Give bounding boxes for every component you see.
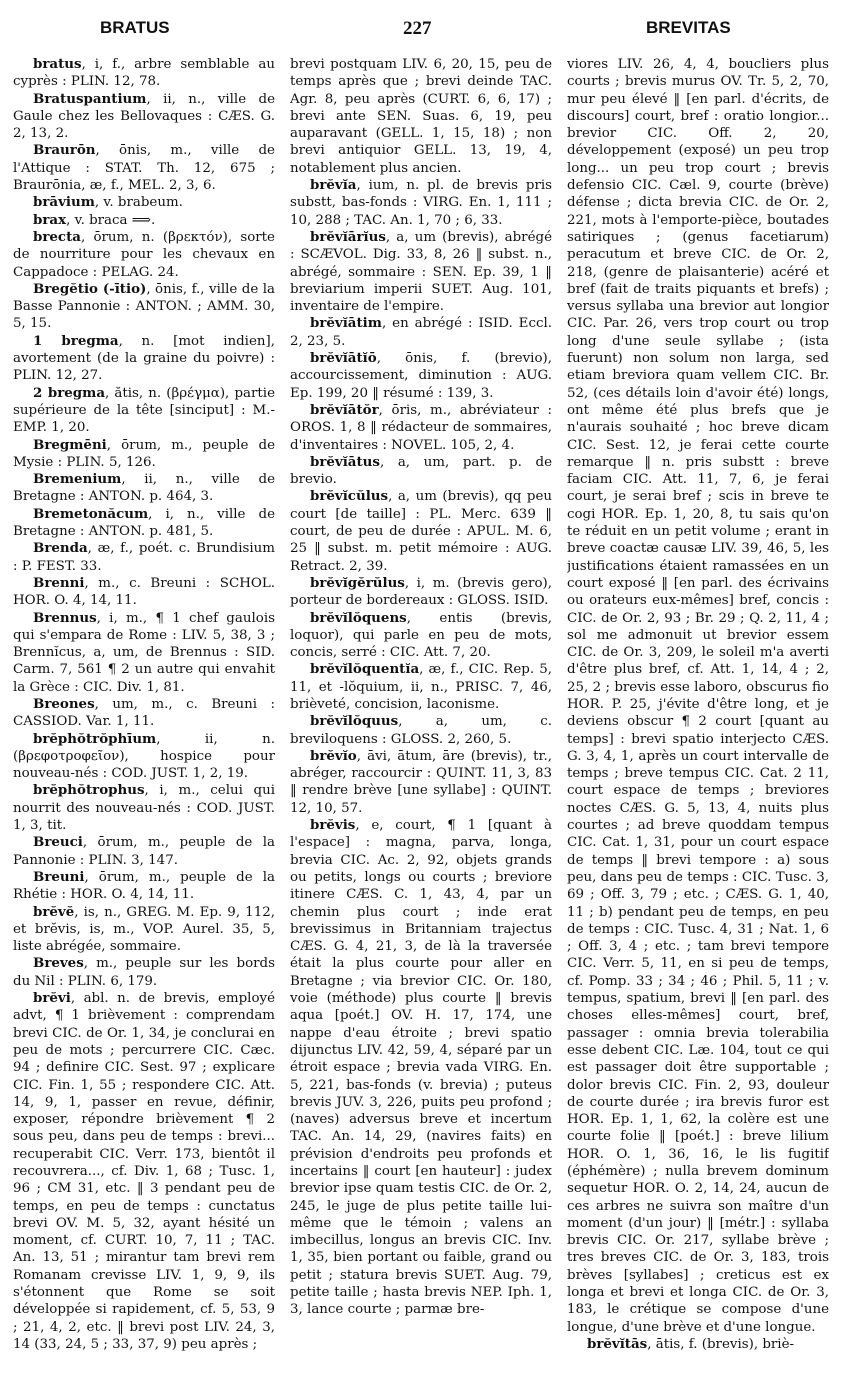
dictionary-entry: brĕvĭo, āvi, ātum, āre (brevis), tr., abréger, raccourcir : QUINT. 11, 3, 83 ‖ rendre brève [une syllabe] : QUINT. 12, 10, 57. bbox=[290, 747, 552, 816]
headword: brax bbox=[33, 211, 67, 228]
headword: Bremetonăcum bbox=[33, 505, 149, 522]
headword: brĕvĭātŏr bbox=[310, 401, 379, 418]
dictionary-entry: brĕvi, abl. n. de brevis, employé advt, ¶ 1 brièvement : comprendam brevi CIC. de Or. 1, 34, je conclurai en peu de mots ; percurrere CIC. Cæc. 94 ; definire CIC. Sest. 97 ; explicare CIC. Fin. 1, 55 ; respondere CIC. Att. 14, 9, 1, passer en revue, définir, exposer, répondre brièvement ¶ 2 sous peu, dans peu de temps : brevi... recuperabit CIC. Verr. 173, bientôt il recouvrera..., cf. Div. 1, 68 ; Tusc. 1, 96 ; CM 31, etc. ‖ 3 pendant peu de temps, en peu de temps : cunctatus brevi OV. M. 5, 32, ayant hésité un moment, cf. CURT. 10, 7, 11 ; TAC. An. 13, 51 ; mirantur tam brevi rem Romanam crevisse LIV. 1, 9, 9, ils s'étonnent que Rome se soit développée si rapidement, cf. 5, 53, 9 ; 21, 4, 2, etc. ‖ brevi post LIV. 24, 3, 14 (33, 24, 5 ; 33, 37, 9) peu après ; bbox=[13, 990, 275, 1352]
headword: brĕvĭātim bbox=[310, 315, 382, 332]
dictionary-entry: brĕvĭtās, ātis, f. (brevis), briè- bbox=[587, 1335, 795, 1352]
headword: bratus bbox=[33, 56, 82, 72]
headword: brĕphŏtrŏphīum bbox=[33, 730, 157, 747]
dictionary-entry: brĕvis, e, court, ¶ 1 [quant à l'espace] : magna, parva, longa, brevia CIC. Ac. 2, 92, objets grands ou petits, longs ou courts ; breviore itinere CÆS. C. 1, 43, 4, par un chemin plus court ; inde erat brevissimus in Britanniam trajectus CÆS. G. 4, 21, 3, de là la traversée était la plus courte pour aller en Bretagne ; via brevior CIC. Or. 180, voie (méthode) plus courte ‖ brevis aqua [poét.] OV. H. 17, 174, une nappe d'eau étroite ; brevi spatio dijunctus LIV. 42, 59, 4, séparé par un étroit espace ; brevia vada VIRG. En. 5, 221, bas-fonds (v. brevia) ; puteus brevis JUV. 3, 226, puits peu profond ; (naves) adversus breve et incertum TAC. An. 14, 29, (navires faits) en prévision d'endroits peu profonds et incertains ‖ court [en hauteur] : judex brevior ipse quam testis CIC. de Or. 2, 245, le juge de plus petite taille lui-même que le témoin ; valens an imbecillus, longus an brevis CIC. Inv. 1, 35, bien portant ou faible, grand ou petit ; statura brevis SUET. Aug. 79, petite taille ; hasta brevis NEP. Iph. 1, 3, lance courte ; parmæ bre- bbox=[290, 817, 552, 1318]
headword: brĕvĭa bbox=[310, 177, 357, 194]
headword: brĕvĭgĕrŭlus bbox=[310, 574, 405, 591]
headword: Breves bbox=[33, 955, 84, 972]
dictionary-entry: Bregĕtio (-ītio), ōnis, f., ville de la Basse Pannonie : ANTON. ; AMM. 30, 5, 15. bbox=[13, 280, 275, 332]
headword: Bremenium bbox=[33, 471, 122, 488]
dictionary-entry: Breuci, ōrum, m., peuple de la Pannonie : PLIN. 3, 147. bbox=[13, 834, 275, 868]
dictionary-entry: 2 bregma, ătis, n. (βρέγμα), partie supérieure de la tête [sinciput] : M.-EMP. 1, 20. bbox=[13, 384, 275, 436]
dictionary-entry: Brennus, i, m., ¶ 1 chef gaulois qui s'empara de Rome : LIV. 5, 38, 3 ; Brennĭcus, a, um, de Brennus : SID. Carm. 7, 561 ¶ 2 un autre qui envahit la Grèce : CIC. Div. 1, 81. bbox=[13, 609, 275, 695]
headword: brĕphŏtrophus bbox=[33, 782, 145, 799]
dictionary-entry: 1 bregma, n. [mot indien], avortement (de la graine du poivre) : PLIN. 12, 27. bbox=[13, 332, 275, 384]
dictionary-entry: brecta, ōrum, n. (βρεκτόν), sorte de nourriture pour les chevaux en Cappadoce : PELAG. 24. bbox=[13, 228, 275, 280]
dictionary-entry: brĕvĕ, is, n., GREG. M. Ep. 9, 112, et brĕvis, is, m., VOP. Aurel. 35, 5, liste abrégée, sommaire. bbox=[13, 903, 275, 955]
dictionary-entry: brax, v. braca ⟹. bbox=[33, 211, 156, 228]
headword: brĕvĭārĭus bbox=[310, 228, 386, 245]
dictionary-entry: brĕvĭārĭus, a, um (brevis), abrégé : SCÆVOL. Dig. 33, 8, 26 ‖ subst. n., abrégé, sommaire : SEN. Ep. 39, 1 ‖ breviarium imperii SUET. Aug. 101, inventaire de l'empire. bbox=[290, 228, 552, 315]
dictionary-entry: Breuni, ōrum, m., peuple de la Rhétie : HOR. O. 4, 14, 11. bbox=[13, 868, 275, 903]
headword: Breuni bbox=[33, 868, 85, 885]
dictionary-entry: brĕvĭgĕrŭlus, i, m. (brevis gero), porteur de bordereaux : GLOSS. ISID. bbox=[290, 574, 552, 609]
headword: brecta bbox=[33, 228, 81, 245]
headword: Bratuspantium bbox=[33, 90, 147, 107]
headword: brĕvĭātus bbox=[310, 453, 380, 470]
dictionary-entry: Breves, m., peuple sur les bords du Nil : PLIN. 6, 179. bbox=[13, 955, 275, 989]
headword: 2 bregma bbox=[33, 384, 105, 401]
headword: brĕvi bbox=[33, 990, 71, 1007]
headword: Breuci bbox=[33, 834, 83, 851]
dictionary-entry: brĕphŏtrophus, i, m., celui qui nourrit des nouveau-nés : COD. JUST. 1, 3, tit. bbox=[13, 782, 275, 834]
dictionary-entry: Bratuspantium, ii, n., ville de Gaule chez les Bellovaques : CÆS. G. 2, 13, 2. bbox=[13, 90, 275, 142]
dictionary-entry: brĕvĭātus, a, um, part. p. de brevio. bbox=[290, 453, 552, 488]
dictionary-entry: Braurōn, ōnis, m., ville de l'Attique : STAT. Th. 12, 675 ; Braurōnia, æ, f., MEL. 2, 3, 6. bbox=[13, 142, 275, 194]
dictionary-entry: brĕvĭlŏquus, a, um, c. breviloquens : GLOSS. 2, 260, 5. bbox=[290, 713, 552, 747]
headword: 1 bregma bbox=[33, 332, 119, 349]
headword: brĕvĭātĭō bbox=[310, 350, 377, 367]
dictionary-entry: Brenda, æ, f., poét. c. Brundisium : P. FEST. 33. bbox=[13, 540, 275, 574]
column-1 bbox=[13, 56, 275, 1376]
headword: Breones bbox=[33, 695, 95, 712]
headword: Brenni bbox=[33, 574, 85, 591]
dictionary-entry: brevi postquam LIV. 6, 20, 15, peu de temps après que ; brevi deinde TAC. Agr. 8, peu après (CURT. 6, 6, 17) ; brevi ante SEN. Suas. 6, 19, peu auparavant (GELL. 1, 15, 18) ; non brevi antiquior GELL. 13, 19, 4, notablement plus ancien. bbox=[290, 57, 552, 176]
dictionary-entry: brĕvĭa, ium, n. pl. de brevis pris substt, bas-fonds : VIRG. En. 1, 111 ; 10, 288 ; TAC. An. 1, 70 ; 6, 33. bbox=[290, 177, 552, 228]
headword: brĕvĭlŏquentĭa bbox=[310, 661, 420, 678]
headword: Bregmēni bbox=[33, 436, 107, 453]
dictionary-entry: brĕvĭātim, en abrégé : ISID. Eccl. 2, 23, 5. bbox=[290, 315, 552, 349]
dictionary-entry: brĕvĭlŏquentĭa, æ, f., CIC. Rep. 5, 11, et -lŏquium, ii, n., PRISC. 7, 46, brièveté, concision, laconisme. bbox=[290, 661, 552, 712]
column-3 bbox=[567, 56, 829, 1376]
dictionary-entry: Bremetonăcum, i, n., ville de Bretagne : ANTON. p. 481, 5. bbox=[13, 505, 275, 540]
headword: Bregĕtio (-ītio) bbox=[33, 280, 147, 297]
dictionary-entry: brĕvĭlŏquens, entis (brevis, loquor), qui parle en peu de mots, concis, serré : CIC. Att. 7, 20. bbox=[290, 609, 552, 661]
headword: brāvium bbox=[33, 194, 95, 211]
header-left-guideword: BRATUS bbox=[100, 18, 170, 37]
headword: Brennus bbox=[33, 609, 97, 626]
dictionary-entry: Bregmēni, ōrum, m., peuple de Mysie : PLIN. 5, 126. bbox=[13, 436, 275, 470]
dictionary-entry: brĕvĭātĭō, ōnis, f. (brevio), accourcissement, diminution : AUG. Ep. 199, 20 ‖ résumé : 139, 3. bbox=[290, 350, 552, 401]
headword: brĕvĭlŏquens bbox=[310, 609, 407, 626]
dictionary-entry: Brenni, m., c. Breuni : SCHOL. HOR. O. 4, 14, 11. bbox=[13, 574, 275, 609]
dictionary-entry: brĕphŏtrŏphīum, ii, n. (βρεφοτροφεῖον), hospice pour nouveau-nés : COD. JUST. 1, 2, 19. bbox=[13, 730, 275, 782]
headword: brĕvĭtās bbox=[587, 1335, 648, 1352]
dictionary-entry: bratus, i, f., arbre semblable au cyprès : PLIN. 12, 78. bbox=[13, 56, 275, 90]
dictionary-entry: brĕvĭātŏr, ōris, m., abréviateur : OROS. 1, 8 ‖ rédacteur de sommaires, d'inventaires : NOVEL. 105, 2, 4. bbox=[290, 401, 552, 453]
page-header bbox=[0, 18, 846, 46]
headword: brĕvis bbox=[310, 817, 356, 834]
headword: Brenda bbox=[33, 540, 88, 557]
headword: Braurōn bbox=[33, 142, 96, 159]
page-number: 227 bbox=[403, 18, 432, 39]
dictionary-entry: viores LIV. 26, 4, 4, boucliers plus courts ; brevis murus OV. Tr. 5, 2, 70, mur peu élevé ‖ [en parl. d'écrits, de discours] court, bref : oratio longior... brevior CIC. Off. 2, 20, développement (exposé) un peu trop long... un peu trop court ; brevis defensio CIC. Cæl. 9, courte (brève) défense ; dicta brevia CIC. de Or. 2, 221, mots à l'emporte-pièce, boutades satiriques ; (genus facetiarum) peracutum et breve CIC. de Or. 2, 218, (genre de plaisanterie) acéré et bref (fait de traits piquants et brefs) ; versus syllaba una brevior aut longior CIC. Par. 26, vers trop court ou trop long d'une seule syllabe ; (ista fuerunt) non solum non larga, sed etiam breviora quam vellem CIC. Br. 52, (ces détails loin d'avoir été) longs, ont même été plus brefs que je n'aurais souhaité ; hoc breve dicam CIC. Sest. 12, je ferai cette courte remarque ‖ n. pris substt : breve faciam CIC. Att. 11, 7, 6, je ferai court, je serai bref ; scis in breve te cogi HOR. Ep. 1, 20, 8, tu sais qu'on te réduit en un petit volume ; erant in breve coactæ causæ LIV. 39, 46, 5, les justifications étaient ramassées en un court exposé ‖ [en parl. des écrivains ou orateurs eux-mêmes] bref, concis : CIC. de Or. 2, 93 ; Br. 29 ; Q. 2, 11, 4 ; sol me admonuit ut brevior essem CIC. de Or. 3, 209, le soleil m'a averti d'être plus bref, cf. Att. 1, 14, 4 ; 2, 25, 2 ; brevis esse laboro, obscurus fio HOR. P. 25, j'évite d'être long, et je deviens obscur ¶ 2 court [quant au temps] : brevi spatio interjecto CÆS. G. 3, 4, 1, après un court intervalle de temps ; breve tempus CIC. Cat. 2 11, court espace de temps ; breviores noctes CÆS. G. 5, 13, 4, nuits plus courtes ; ad breve quoddam tempus CIC. Cat. 1, 31, pour un court espace de temps ‖ brevi tempore : a) sous peu, dans peu de temps : CIC. Tusc. 3, 69 ; Off. 3, 79 ; etc. ; CÆS. G. 1, 40, 11 ; b) pendant peu de temps, en peu de temps : CIC. Tusc. 4, 31 ; Nat. 1, 6 ; Off. 3, 4 ; etc. ; tam brevi tempore CIC. Verr. 5, 11, en si peu de temps, cf. Pomp. 33 ; 34 ; 46 ; Phil. 5, 11 ; v. tempus, spatium, brevi ‖ [en parl. des choses elles-mêmes] court, bref, passager : omnia brevia tolerabilia esse debent CIC. Læ. 104, tout ce qui est passager doit être supportable ; dolor brevis CIC. Fin. 2, 93, douleur de courte durée ; ira brevis furor est HOR. Ep. 1, 1, 62, la colère est une courte folie ‖ [poét.] : breve lilium HOR. O. 1, 36, 16, le lis fugitif (éphémère) ; nulla brevem dominum sequetur HOR. O. 2, 14, 24, aucun de ces arbres ne suivra son maître d'un moment (d'un jour) ‖ [métr.] : syllaba brevis CIC. Or. 217, syllabe brève ; tres breves CIC. de Or. 3, 183, trois brèves [syllabes] ; creticus est ex longa et brevi et longa CIC. de Or. 3, 183, le crétique se compose d'une longue, d'une brève et d'une longue. bbox=[567, 57, 829, 1335]
column-2 bbox=[290, 56, 552, 1376]
dictionary-entry: brāvium, v. brabeum. bbox=[33, 194, 183, 211]
dictionary-entry: brĕvĭcŭlus, a, um (brevis), qq peu court [de taille] : PL. Merc. 639 ‖ court, de peu de durée : APUL. M. 6, 25 ‖ subst. m. petit mémoire : AUG. Retract. 2, 39. bbox=[290, 488, 552, 574]
headword: brĕvĭlŏquus bbox=[310, 713, 399, 730]
dictionary-entry: Breones, um, m., c. Breuni : CASSIOD. Var. 1, 11. bbox=[13, 695, 275, 730]
headword: brĕvĕ bbox=[33, 903, 75, 920]
headword: brĕvĭo bbox=[310, 747, 357, 764]
header-right-guideword: BREVITAS bbox=[646, 18, 731, 37]
headword: brĕvĭcŭlus bbox=[310, 488, 389, 505]
dictionary-entry: Bremenium, ii, n., ville de Bretagne : ANTON. p. 464, 3. bbox=[13, 471, 275, 505]
